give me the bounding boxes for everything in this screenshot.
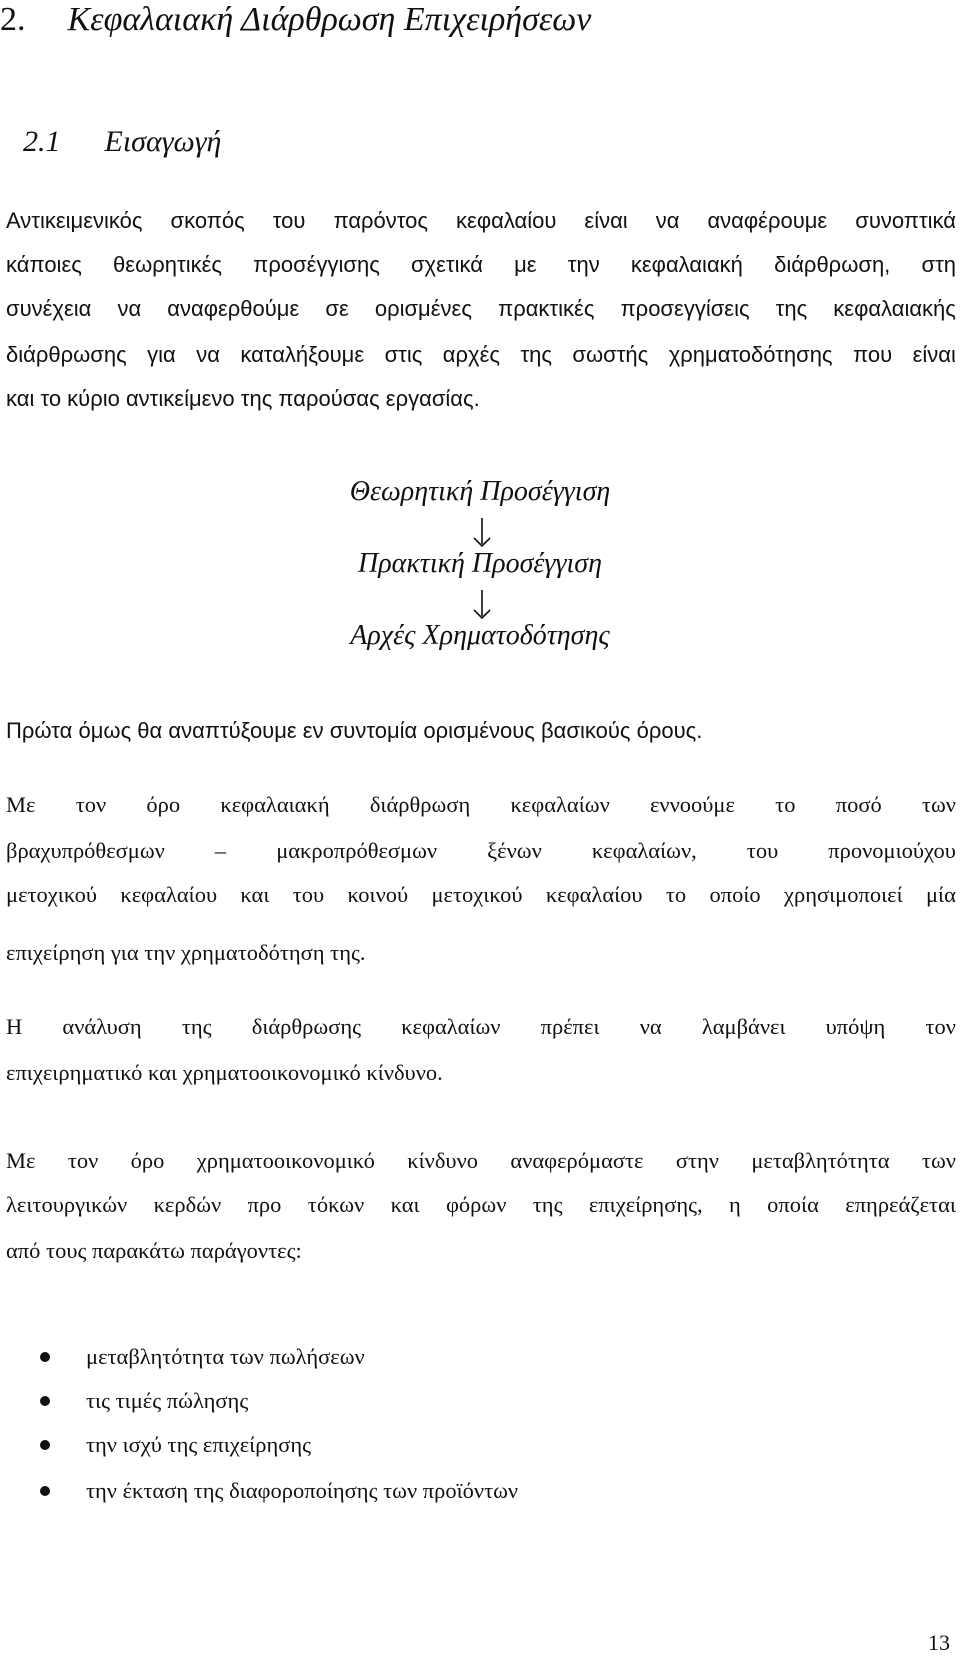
word: Με: [6, 1148, 36, 1173]
word: και: [240, 882, 270, 907]
word: υπόψη: [825, 1014, 886, 1039]
word: ξένων: [487, 838, 542, 863]
word: του: [746, 838, 779, 863]
text-line: [6, 250, 956, 280]
word: φόρων: [445, 1192, 507, 1217]
chapter-number: 2.: [0, 1, 26, 38]
word: χρησιμοποιεί: [783, 882, 903, 907]
word: των: [921, 792, 956, 817]
word: τον: [67, 1148, 99, 1173]
word: του: [272, 208, 306, 233]
word: καταλήξουμε: [240, 342, 365, 367]
word: κεφαλαίων,: [591, 838, 697, 863]
word: της: [775, 296, 808, 321]
word: με: [514, 252, 537, 277]
word: μία: [925, 882, 956, 907]
word: συνοπτικά: [855, 208, 956, 233]
text-line: [6, 1012, 956, 1042]
word: πρακτικές: [498, 296, 595, 321]
page-number: 13: [928, 1630, 950, 1655]
word: κεφαλαίων: [510, 792, 610, 817]
word: σκοπός: [170, 208, 245, 233]
diagram-node-financing: Αρχές Χρηματοδότησης: [350, 620, 610, 651]
text-line: [6, 836, 956, 866]
text-line: [6, 1146, 956, 1176]
bullet-icon: [40, 1352, 50, 1362]
word: κερδών: [153, 1192, 222, 1217]
word: κεφαλαιακή: [220, 792, 330, 817]
word: κεφαλαίου: [120, 882, 218, 907]
text-line: [6, 880, 956, 910]
word: σωστής: [572, 342, 649, 367]
word: λαμβάνει: [701, 1014, 786, 1039]
word: διάρθρωση,: [774, 252, 891, 277]
section-heading: [23, 122, 221, 162]
terms-intro: Πρώτα όμως θα αναπτύξουμε εν συντομία ορισμένους βασικούς όρους.: [6, 718, 703, 743]
word: διάρθρωση: [369, 792, 471, 817]
para3-last-line: από τους παρακάτω παράγοντες:: [6, 1238, 302, 1263]
word: ποσό: [835, 792, 882, 817]
word: κίνδυνο: [407, 1148, 478, 1173]
text-line: [6, 206, 956, 236]
word: είναι: [584, 208, 628, 233]
word: βραχυπρόθεσμων: [6, 838, 165, 863]
text-line: [6, 1190, 956, 1220]
word: μακροπρόθεσμων: [276, 838, 438, 863]
list-item: την έκταση της διαφοροποίησης των προϊόντων: [86, 1478, 519, 1503]
text-line: [6, 790, 956, 820]
word: και: [390, 1192, 420, 1217]
word: που: [852, 342, 893, 367]
word: μετοχικού: [6, 882, 98, 907]
word: να: [117, 296, 142, 321]
word: της: [532, 1192, 563, 1217]
word: προσεγγίσεις: [620, 296, 750, 321]
intro-last-line: και το κύριο αντικείμενο της παρούσας εργασίας.: [6, 386, 480, 411]
word: προ: [247, 1192, 282, 1217]
word: να: [639, 1014, 662, 1039]
chapter-title: Κεφαλαιακή Διάρθρωση Επιχειρήσεων: [67, 1, 592, 38]
word: ορισμένες: [374, 296, 472, 321]
word: κοινού: [347, 882, 409, 907]
down-arrow-icon: [470, 588, 494, 620]
word: διάρθρωσης: [251, 1014, 362, 1039]
word: αρχές: [442, 342, 500, 367]
bullet-icon: [40, 1486, 50, 1496]
word: να: [196, 342, 220, 367]
word: το: [775, 792, 796, 817]
word: οποίο: [709, 882, 761, 907]
word: πρέπει: [540, 1014, 600, 1039]
bullet-icon: [40, 1396, 50, 1406]
list-item: τις τιμές πώλησης: [86, 1388, 249, 1413]
word: για: [147, 342, 176, 367]
word: στις: [384, 342, 423, 367]
word: είναι: [912, 342, 956, 367]
word: την: [567, 252, 600, 277]
para2-last-line: επιχειρηματικό και χρηματοοικονομικό κίνδυνο.: [6, 1060, 443, 1085]
word: σχετικά: [410, 252, 483, 277]
word: στην: [675, 1148, 719, 1173]
word: επηρεάζεται: [845, 1192, 956, 1217]
word: σε: [325, 296, 349, 321]
word: μετοχικού: [431, 882, 523, 907]
text-line: [6, 294, 956, 324]
word: αναφερθούμε: [167, 296, 300, 321]
word: προνομιούχου: [828, 838, 956, 863]
text-line: [6, 340, 956, 370]
section-title: Εισαγωγή: [104, 125, 222, 158]
word: κεφαλαίων: [401, 1014, 501, 1039]
list-item: την ισχύ της επιχείρησης: [86, 1432, 312, 1457]
word: να: [655, 208, 680, 233]
word: συνέχεια: [6, 296, 92, 321]
word: αναφερόμαστε: [510, 1148, 644, 1173]
word: κεφαλαίου: [456, 208, 557, 233]
word: κεφαλαιακής: [833, 296, 956, 321]
diagram-node-theoretical: Θεωρητική Προσέγγιση: [349, 476, 611, 507]
bullet-icon: [40, 1440, 50, 1450]
word: η: [729, 1192, 741, 1217]
word: κεφαλαιακή: [630, 252, 743, 277]
word: εννοούμε: [649, 792, 735, 817]
word: το: [665, 882, 687, 907]
word: –: [214, 838, 227, 863]
word: χρηματοδότησης: [668, 342, 833, 367]
word: όρο: [130, 1148, 165, 1173]
word: επιχείρησης,: [588, 1192, 703, 1217]
list-item: μεταβλητότητα των πωλήσεων: [86, 1344, 365, 1369]
word: ανάλυση: [62, 1014, 142, 1039]
word: των: [921, 1148, 956, 1173]
word: Αντικειμενικός: [6, 208, 143, 233]
word: Με: [6, 792, 36, 817]
word: θεωρητικές: [113, 252, 222, 277]
word: παρόντος: [333, 208, 429, 233]
word: στη: [921, 252, 956, 277]
word: κάποιες: [6, 252, 82, 277]
word: όρο: [146, 792, 181, 817]
word: του: [292, 882, 325, 907]
word: διάρθρωσης: [6, 342, 127, 367]
word: χρηματοοικονομικό: [196, 1148, 375, 1173]
word: οποία: [767, 1192, 819, 1217]
chapter-heading: [0, 0, 591, 40]
diagram-node-practical: Πρακτική Προσέγγιση: [358, 548, 602, 579]
word: της: [181, 1014, 212, 1039]
word: κεφαλαίου: [545, 882, 643, 907]
word: μεταβλητότητα: [751, 1148, 890, 1173]
section-number: 2.1: [23, 125, 61, 158]
word: τόκων: [307, 1192, 365, 1217]
para1-last-line: επιχείρηση για την χρηματοδότηση της.: [6, 940, 366, 965]
word: τον: [925, 1014, 956, 1039]
down-arrow-icon: [470, 516, 494, 548]
word: τον: [75, 792, 107, 817]
word: Η: [6, 1014, 23, 1039]
word: λειτουργικών: [6, 1192, 128, 1217]
word: της: [520, 342, 552, 367]
word: αναφέρουμε: [707, 208, 828, 233]
word: προσέγγισης: [253, 252, 380, 277]
